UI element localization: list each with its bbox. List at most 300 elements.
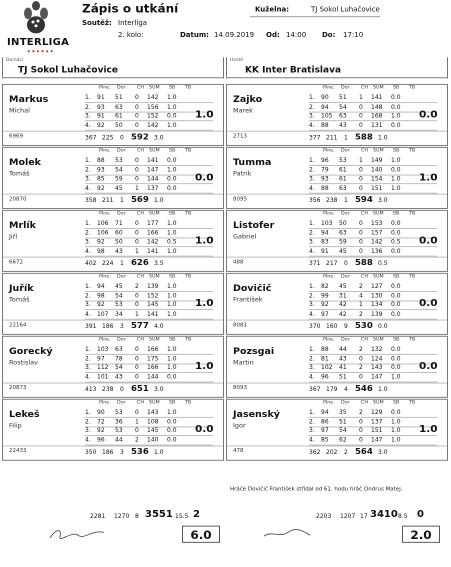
player-registration: 20870 [9,196,27,203]
throw-cell: 175 [147,355,159,363]
throw-cell: 1. [85,346,91,353]
col-header-plne: Plne. [323,337,335,343]
throw-cell: 96 [321,373,329,381]
col-header-sum: SUM [149,211,160,217]
throw-cell: 136 [371,247,383,255]
throw-row [309,247,449,256]
throw-cell: 91 [97,94,105,102]
throw-cell: 0 [359,427,363,435]
col-header-tb: TB [185,148,192,154]
away-total-ch: 17 [360,513,368,520]
throw-cell: 3. [85,364,91,372]
total-cell: 238 [102,386,114,394]
throw-cell: 88 [321,184,329,192]
home-total-sum: 3551 [145,509,173,520]
player-surname: Dovičič [233,283,272,294]
throw-cell: 4. [85,247,91,255]
total-divider [227,320,447,321]
total-divider [227,383,447,384]
total-cell: 3 [120,449,124,457]
throw-cell: 1. [309,94,315,102]
col-header-ch: CH [137,400,144,406]
total-divider [3,194,223,195]
throw-row [85,436,225,445]
player-surname: Listofer [233,220,275,231]
throw-cell: 0.0 [391,94,401,102]
throw-cell: 0 [359,112,363,120]
throw-cell: 45 [339,247,347,255]
total-row [227,196,449,206]
throw-cell: 4 [359,292,363,300]
home-total-sb: 15.5 [175,513,189,520]
home-total-dor: 1270 [114,513,130,520]
throw-row [85,345,225,354]
throw-cell: 3. [309,301,315,309]
throw-cell: 4. [309,121,315,129]
col-header-tb: TB [185,274,192,280]
throw-cell: 0.0 [167,184,177,192]
throw-cell: 1. [85,409,91,416]
throw-cell: 61 [339,175,347,183]
throw-cell: 51 [339,94,347,102]
throw-cell: 106 [97,220,109,228]
throw-cell: 2. [85,166,91,174]
away-total-sum: 3410 [370,509,398,520]
home-player-block [2,147,224,209]
total-cell: 371 [309,260,321,268]
total-cell: 1 [120,260,124,268]
throw-cell: 50 [115,121,123,129]
away-team-label: Hosté [230,58,244,63]
col-header-sb: SB [393,211,400,217]
col-header-plne: Plne. [323,400,335,406]
player-surname: Mrlík [9,220,36,231]
throw-cell: 94 [321,409,329,416]
throw-cell: 92 [97,184,105,192]
throw-cell: 143 [371,364,383,372]
throw-cell: 0.5 [391,238,401,246]
col-header-dor: Dor [117,85,126,91]
total-row [3,259,225,269]
total-cell: 211 [326,134,338,142]
total-cell: 594 [355,195,373,206]
throw-row [85,282,225,291]
throw-cell: 2 [359,364,363,372]
column-header-row [309,338,449,345]
col-header-sum: SUM [149,274,160,280]
col-header-sum: SUM [149,400,160,406]
col-header-dor: Dor [117,148,126,154]
col-header-tb: TB [409,148,416,154]
throw-cell: 1.0 [167,283,177,291]
total-cell: 186 [102,323,114,331]
throw-cell: 139 [147,283,159,291]
column-header-row [85,275,225,282]
col-header-ch: CH [137,337,144,343]
home-player-block [2,336,224,398]
throw-cell: 153 [371,220,383,228]
throw-cell: 0.0 [391,292,401,300]
total-cell: 217 [326,260,338,268]
throw-cell: 4. [309,247,315,255]
throw-cell: 0 [135,220,139,228]
throw-cell: 134 [371,301,383,309]
throw-cell: 2. [85,355,91,363]
home-player-block [2,399,224,461]
player-points: 0.0 [419,108,438,121]
throw-row [85,408,225,417]
home-player-block [2,84,224,146]
throw-cell: 0 [135,427,139,435]
home-player-block [2,273,224,335]
col-header-plne: Plne. [323,148,335,154]
throw-cell: 142 [147,94,159,102]
throw-cell: 1.0 [167,346,177,353]
throw-cell: 0.0 [391,310,401,318]
throw-cell: 85 [321,436,329,444]
throw-cell: 132 [371,346,383,353]
throw-cell: 2. [309,292,315,300]
col-header-sum: SUM [373,85,384,91]
throw-cell: 2. [309,103,315,111]
total-cell: 1 [120,197,124,205]
throw-row [309,282,449,291]
throw-cell: 1.0 [167,229,177,237]
throw-cell: 63 [339,184,347,192]
col-header-sum: SUM [149,337,160,343]
player-points: 0.0 [419,297,438,310]
throw-cell: 43 [339,121,347,129]
player-surname: Juřík [9,283,34,294]
throw-cell: 1 [135,184,139,192]
total-cell: 546 [355,384,373,395]
throw-row [85,219,225,228]
away-team-name: KK Inter Bratislava [245,65,342,76]
col-header-sb: SB [169,148,176,154]
total-cell: 377 [309,134,321,142]
throw-cell: 140 [147,436,159,444]
throw-cell: 63 [339,229,347,237]
throw-cell: 0.0 [167,436,177,444]
throw-cell: 142 [371,238,383,246]
throw-cell: 0 [359,184,363,192]
throw-cell: 50 [339,220,347,228]
throw-cell: 61 [339,166,347,174]
throw-cell: 2. [309,355,315,363]
throw-cell: 1.0 [167,364,177,372]
throw-cell: 0.0 [391,364,401,372]
col-header-plne: Plne. [323,211,335,217]
throw-cell: 156 [147,103,159,111]
throw-cell: 1. [309,409,315,416]
throw-cell: 4. [309,436,315,444]
throw-cell: 91 [321,247,329,255]
throw-cell: 78 [115,355,123,363]
col-header-dor: Dor [117,211,126,217]
throw-cell: 0 [359,220,363,228]
column-header-row [85,212,225,219]
throw-cell: 0 [135,346,139,353]
throw-cell: 2 [135,283,139,291]
throw-cell: 1.0 [391,418,401,426]
player-registration: 2713 [233,133,247,140]
throw-cell: 0.0 [391,409,401,416]
substitution-note: Hráče Dovičič František střídal od 61. hodu hráč Ondrus Matej. [230,486,403,493]
total-cell: 0.0 [378,323,388,331]
col-header-sb: SB [169,337,176,343]
player-firstname: Jiří [9,232,18,241]
throw-cell: 31 [339,292,347,300]
throw-cell: 2. [309,229,315,237]
throw-cell: 0 [359,103,363,111]
throw-cell: 147 [371,373,383,381]
player-firstname: Igor [233,421,246,430]
throw-cell: 4. [309,184,315,192]
col-header-plne: Plne. [99,400,111,406]
total-divider [3,131,223,132]
player-points: 0.0 [195,171,214,184]
col-header-tb: TB [185,85,192,91]
venue-value: TJ Sokol Luhačovice [311,5,380,14]
col-header-sum: SUM [373,148,384,154]
home-team-box [2,57,224,78]
throw-cell: 1.0 [167,310,177,318]
total-cell: 367 [309,386,321,394]
throw-cell: 71 [115,220,123,228]
throw-row [309,345,449,354]
col-header-ch: CH [137,274,144,280]
away-player-block [226,84,448,146]
throw-cell: 61 [115,112,123,120]
throw-cell: 0.0 [167,175,177,183]
throw-cell: 147 [147,166,159,174]
col-header-ch: CH [361,274,368,280]
throw-cell: 91 [97,112,105,120]
col-header-dor: Dor [117,400,126,406]
soutez-value: Interliga [118,19,148,27]
column-header-row [309,275,449,282]
throw-cell: 1.0 [167,166,177,174]
home-total-plne: 2281 [90,513,106,520]
total-cell: 577 [131,321,149,332]
col-header-tb: TB [409,337,416,343]
column-header-row [85,401,225,408]
col-header-tb: TB [409,274,416,280]
throw-cell: 41 [339,364,347,372]
total-cell: 3.0 [154,386,164,394]
throw-cell: 53 [115,301,123,309]
throw-cell: 0 [135,157,139,165]
throw-cell: 144 [147,175,159,183]
throw-cell: 148 [371,103,383,111]
throw-cell: 1 [135,247,139,255]
total-cell: 211 [102,197,114,205]
throw-cell: 0 [135,103,139,111]
throw-row [85,156,225,165]
throw-row [85,93,225,102]
throw-cell: 54 [115,292,123,300]
player-registration: 478 [233,448,244,455]
throw-cell: 1.0 [167,355,177,363]
player-surname: Markus [9,94,49,105]
throw-cell: 141 [147,247,159,255]
throw-cell: 0 [359,436,363,444]
throw-cell: 0.0 [391,121,401,129]
total-cell: 3.0 [378,197,388,205]
col-header-dor: Dor [341,337,350,343]
throw-cell: 99 [321,292,329,300]
col-header-sum: SUM [149,148,160,154]
throw-cell: 92 [97,238,105,246]
throw-cell: 1 [359,301,363,309]
throw-cell: 0 [359,121,363,129]
total-cell: 0 [344,260,348,268]
throw-cell: 154 [371,175,383,183]
throw-cell: 0 [359,247,363,255]
col-header-dor: Dor [117,337,126,343]
throw-row [85,184,225,193]
player-points: 1.0 [195,360,214,373]
player-registration: 20873 [9,385,27,392]
throw-cell: 54 [339,427,347,435]
player-surname: Jasenský [233,409,280,420]
throw-cell: 4. [85,184,91,192]
throw-cell: 92 [97,121,105,129]
total-cell: 1.0 [154,197,164,205]
total-cell: 225 [102,134,114,142]
throw-cell: 1. [85,283,91,291]
total-divider [227,194,447,195]
total-cell: 179 [326,386,338,394]
throw-cell: 4. [85,436,91,444]
throw-cell: 141 [371,94,383,102]
throw-cell: 1.0 [167,409,177,416]
throw-cell: 1.0 [167,121,177,129]
away-team-box [226,57,448,78]
total-cell: 2 [344,449,348,457]
throw-cell: 0 [359,166,363,174]
throw-cell: 1.0 [391,373,401,381]
col-header-tb: TB [409,211,416,217]
date-value: 14.09.2019 [214,31,255,40]
throw-cell: 0.0 [167,157,177,165]
player-surname: Pozsgai [233,346,275,357]
venue-label: Kuželna: [255,5,290,14]
throw-cell: 94 [321,229,329,237]
col-header-sum: SUM [373,400,384,406]
col-header-dor: Dor [341,211,350,217]
throw-cell: 0.0 [391,355,401,363]
throw-cell: 140 [371,166,383,174]
player-firstname: Patrik [233,169,252,178]
throw-cell: 92 [97,301,105,309]
col-header-tb: TB [409,400,416,406]
throw-cell: 79 [321,166,329,174]
total-cell: 186 [102,449,114,457]
throw-cell: 0.0 [167,427,177,435]
throw-cell: 3. [309,175,315,183]
interliga-logo-icon [14,0,58,38]
total-divider [3,383,223,384]
throw-cell: 1.0 [391,184,401,192]
total-divider [3,257,223,258]
player-surname: Lekeš [9,409,40,420]
throw-cell: 90 [321,94,329,102]
throw-cell: 166 [147,229,159,237]
player-points: 1.0 [195,108,214,121]
player-surname: Molek [9,157,41,168]
col-header-plne: Plne. [99,274,111,280]
throw-cell: 3. [85,175,91,183]
throw-cell: 3. [85,427,91,435]
throw-cell: 103 [97,346,109,353]
player-firstname: Marek [233,106,253,115]
col-header-plne: Plne. [99,337,111,343]
throw-cell: 93 [97,166,105,174]
throw-cell: 72 [97,418,105,426]
throw-cell: 0 [135,364,139,372]
date-label: Datum: [180,31,209,40]
throw-cell: 106 [97,229,109,237]
throw-cell: 4. [85,121,91,129]
col-header-ch: CH [361,211,368,217]
throw-row [85,247,225,256]
total-cell: 588 [355,258,373,269]
player-firstname: Filip [9,421,22,430]
total-cell: 3.5 [154,260,164,268]
column-header-row [309,149,449,156]
column-header-row [309,212,449,219]
throw-row [309,93,449,102]
throw-row [309,121,449,130]
throw-cell: 2 [359,283,363,291]
throw-cell: 59 [339,238,347,246]
column-header-row [309,86,449,93]
home-total-ch: 8 [135,513,139,520]
logo-text: INTERLIGA [7,37,70,48]
away-player-block [226,147,448,209]
throw-cell: 2. [85,418,91,426]
col-header-sb: SB [393,274,400,280]
throw-row [85,310,225,319]
throw-cell: 44 [339,346,347,353]
throw-cell: 144 [147,373,159,381]
away-player-block [226,210,448,272]
total-cell: 4.0 [154,323,164,331]
throw-cell: 166 [147,364,159,372]
away-player-block [226,336,448,398]
throw-cell: 0 [135,94,139,102]
throw-row [85,121,225,130]
throw-cell: 1. [309,283,315,291]
throw-cell: 130 [371,292,383,300]
total-row [3,447,225,457]
throw-cell: 54 [339,103,347,111]
throw-cell: 1.0 [167,103,177,111]
round-label: 2. kolo: [118,31,144,40]
throw-cell: 44 [115,436,123,444]
throw-cell: 0.0 [391,220,401,228]
throw-cell: 45 [115,283,123,291]
throw-cell: 92 [97,427,105,435]
throw-cell: 45 [339,283,347,291]
away-result: 2.0 [402,526,440,543]
throw-cell: 2 [135,436,139,444]
throw-cell: 1.0 [167,94,177,102]
col-header-dor: Dor [341,148,350,154]
player-registration: 22433 [9,448,27,455]
throw-cell: 145 [147,301,159,309]
